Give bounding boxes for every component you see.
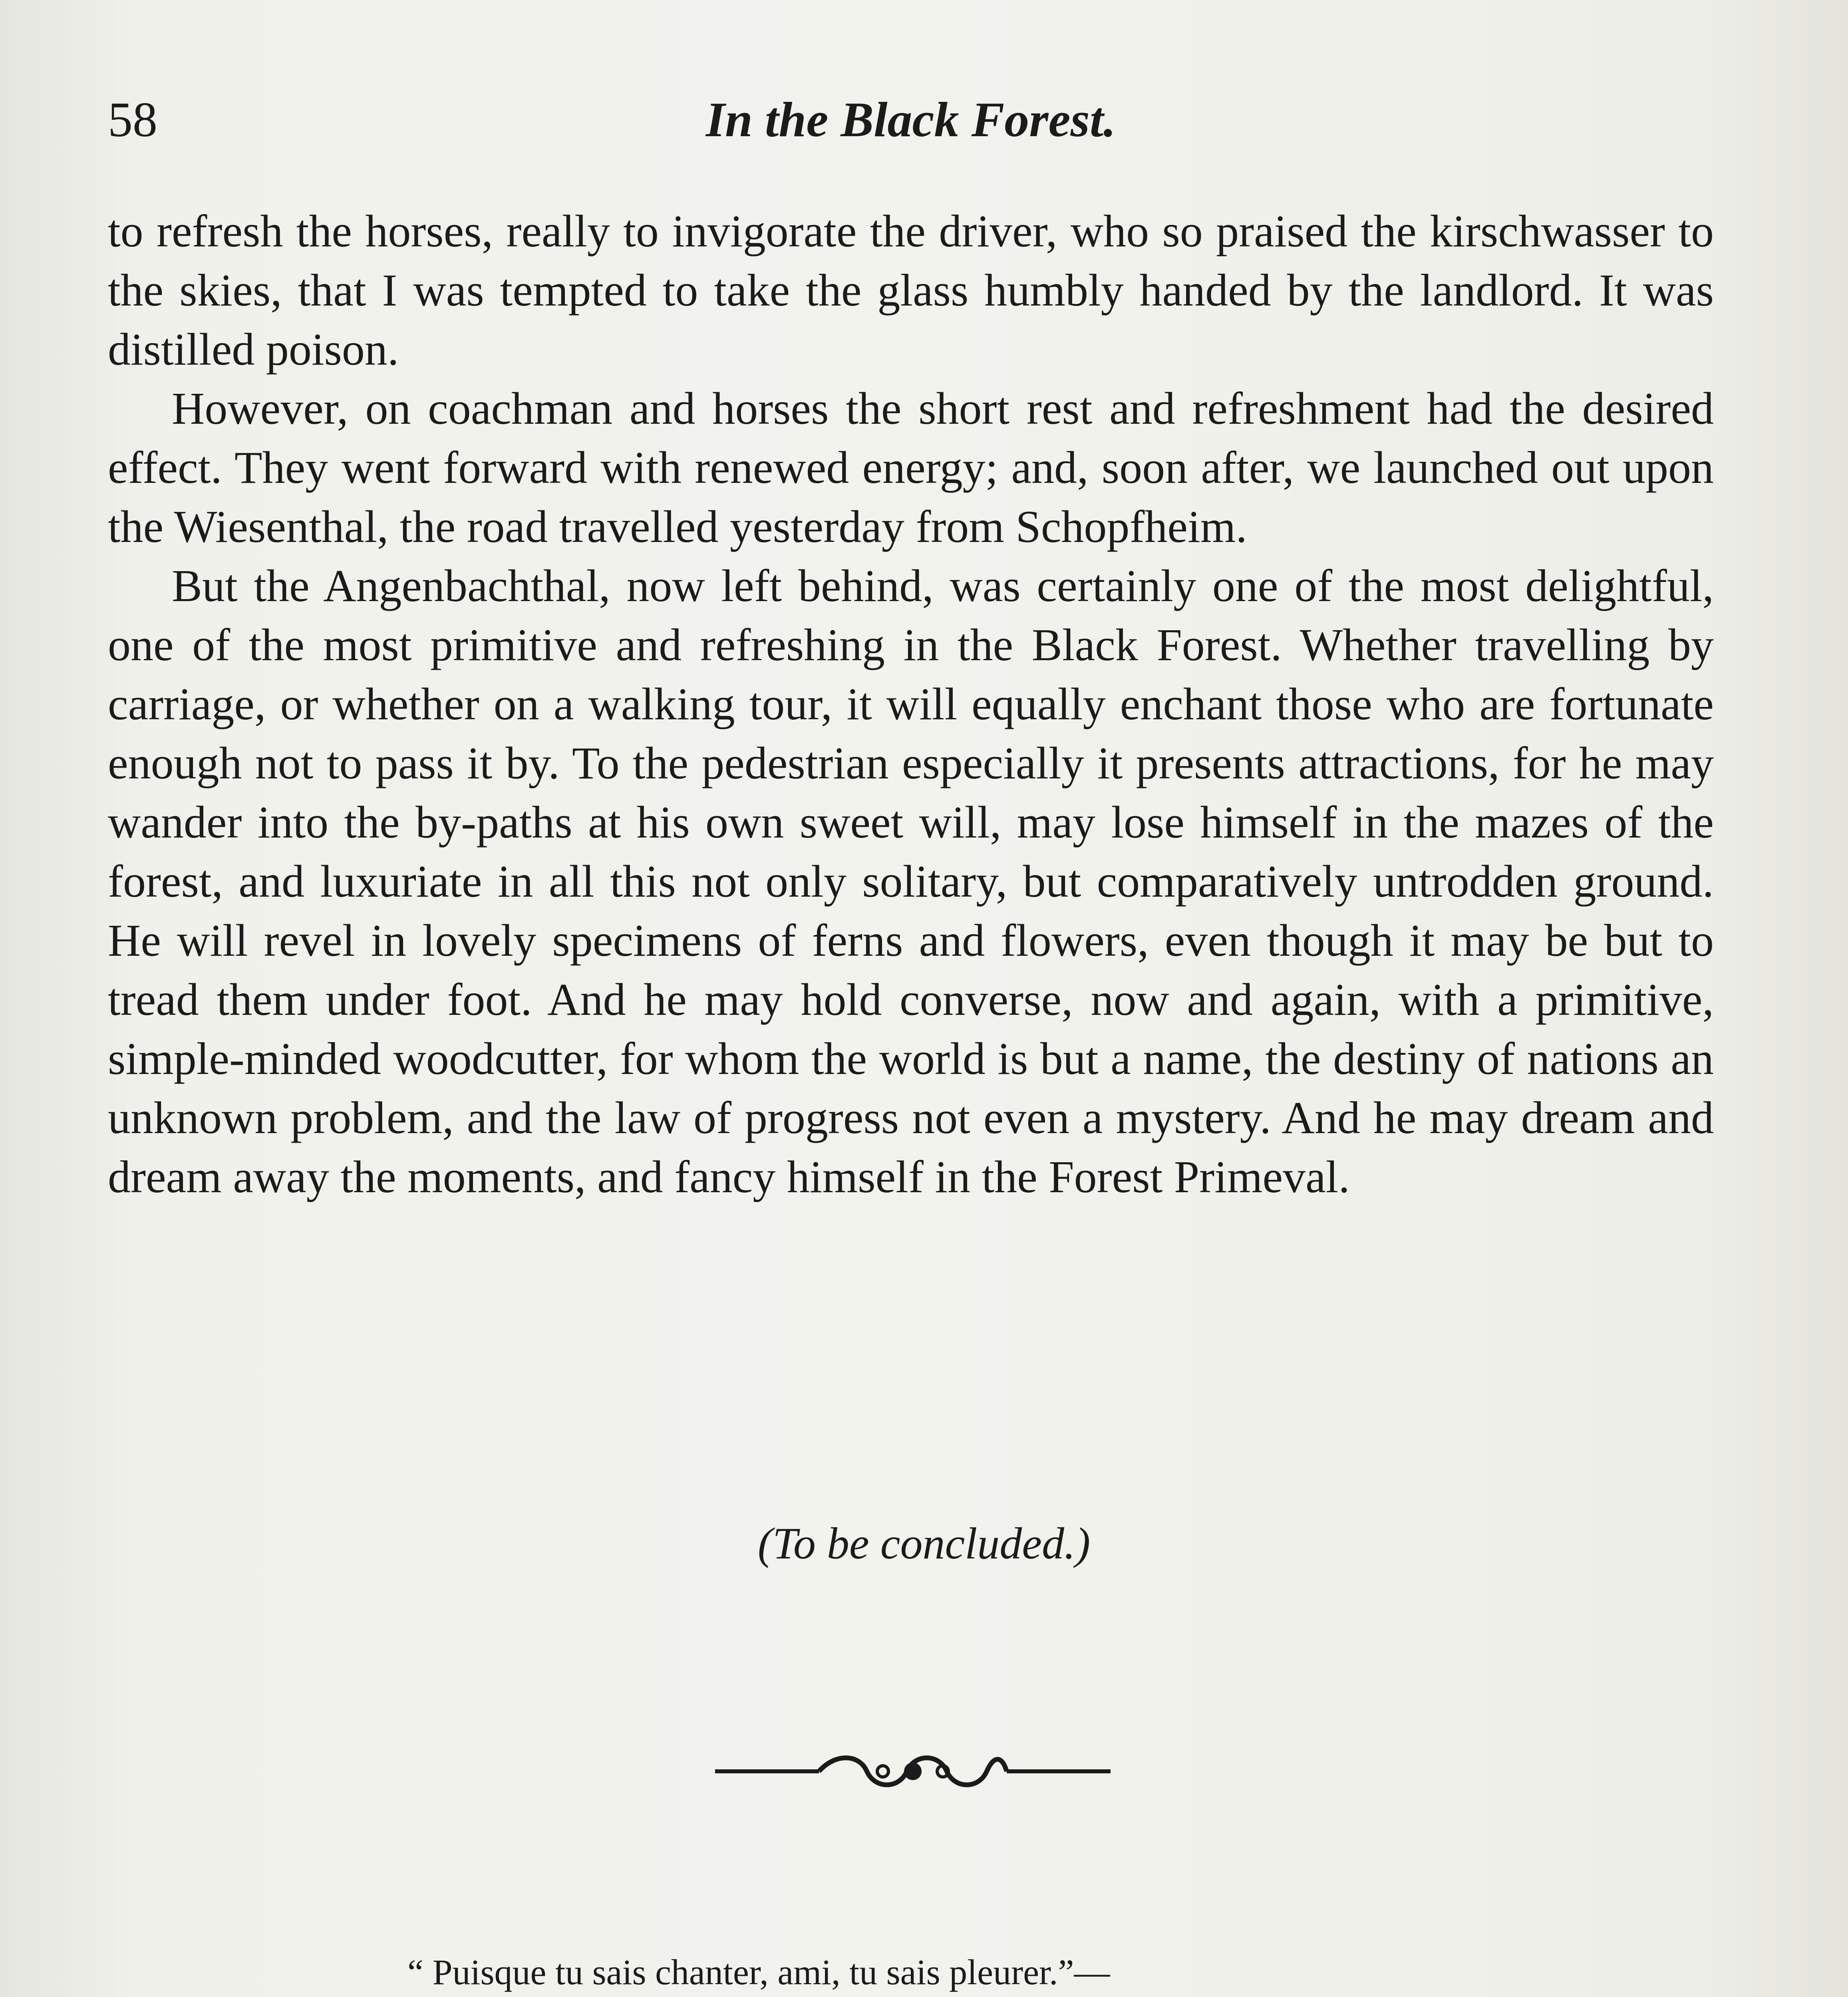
scroll-flourish-ornament-icon bbox=[715, 1749, 1111, 1793]
page-number: 58 bbox=[108, 92, 157, 147]
running-title: In the Black Forest. bbox=[705, 92, 1116, 147]
to-be-concluded-note: (To be concluded.) bbox=[757, 1519, 1091, 1568]
body-text bbox=[108, 202, 1714, 1207]
paragraph-3: But the Angenbachthal, now left behind, was certainly one of the most delightful, one of the most primitive and refreshing in the Black Forest. Whether travelling by carriage, or whether on a walking tour, it will equally enchant those who are fortunate enough not to pass it by. To the pedestrian especially it presents attractions, for he may wander into the by-paths at his own sweet will, may lose himself in the mazes of the forest, and luxuriate in all this not only solitary, but comparatively untrodden ground. He will revel in lovely specimens of ferns and flowers, even though it may be but to tread them under foot. And he may hold converse, now and again, with a primitive, simple-minded woodcutter, for whom the world is but a name, the destiny of nations an unknown problem, and the law of progress not even a mystery. And he may dream and dream away the moments, and fancy himself in the Forest Primeval. bbox=[108, 560, 1714, 1202]
epigraph bbox=[407, 1949, 1534, 1997]
paragraph-1: to refresh the horses, really to invigorate the driver, who so praised the kirschwasser to the skies, that I was tempted to take the glass humbly handed by the landlord. It was distilled poison. bbox=[108, 206, 1714, 375]
paragraph-2: However, on coachman and horses the short rest and refreshment had the desired effect. They went forward with renewed energy; and, soon after, we launched out upon the Wiesenthal, the road travelled yesterday from Schopfheim. bbox=[108, 383, 1714, 552]
epigraph-quote: “ Puisque tu sais chanter, ami, tu sais pleurer.”— bbox=[407, 1953, 1110, 1992]
page-header bbox=[108, 86, 1714, 154]
